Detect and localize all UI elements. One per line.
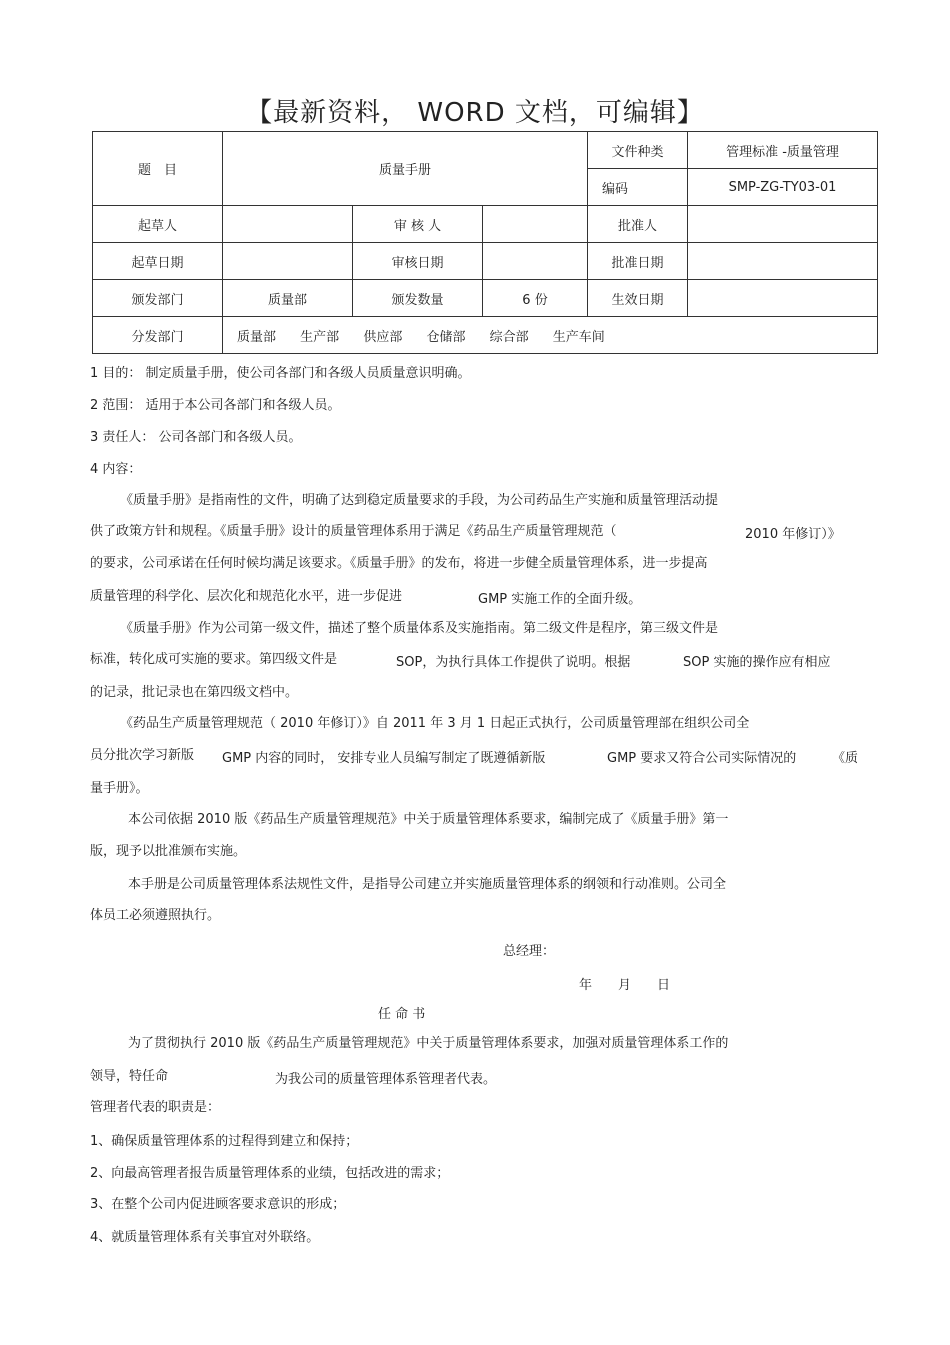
paragraph-fragment: 2010 年修订）》	[745, 527, 841, 542]
paragraph-line: 为了贯彻执行 2010 版《药品生产质量管理规范》中关于质量管理体系要求，加强对质量管理体系工作的	[128, 1036, 729, 1051]
duty-item: 1、确保质量管理体系的过程得到建立和保持；	[90, 1134, 359, 1149]
paragraph-line: 领导，特任命	[90, 1069, 169, 1084]
paragraph-fragment: 为我公司的质量管理体系管理者代表。	[275, 1072, 497, 1087]
paragraph-fragment: SOP，为执行具体工作提供了说明。根据	[396, 655, 631, 670]
paragraph-line: 《质量手册》作为公司第一级文件，描述了整个质量体系及实施指南。第二级文件是程序，第三级文件是	[120, 621, 719, 636]
responsibility-line: 3 责任人： 公司各部门和各级人员。	[90, 430, 302, 445]
paragraph-fragment: GMP 内容的同时， 安排专业人员编写制定了既遵循新版	[222, 751, 546, 766]
paragraph-fragment: GMP 实施工作的全面升级。	[478, 592, 642, 607]
date-placeholder: 年 月 日	[579, 978, 671, 993]
appointment-title: 任 命 书	[378, 1007, 426, 1022]
duty-item: 2、向最高管理者报告质量管理体系的业绩，包括改进的需求；	[90, 1166, 450, 1181]
paragraph-line: 量手册》。	[90, 781, 149, 796]
subject-value: 质量手册	[223, 132, 588, 206]
dist-dept: 生产车间	[552, 329, 605, 345]
paragraph-line: 供了政策方针和规程。《质量手册》设计的质量管理体系用于满足《药品生产质量管理规范（	[90, 524, 617, 539]
reviewer-label: 审 核 人	[353, 206, 483, 243]
dist-depts	[223, 317, 878, 354]
dist-dept: 生产部	[300, 329, 340, 345]
approver-value	[688, 206, 878, 243]
effective-date-value	[688, 280, 878, 317]
paragraph-line: 质量管理的科学化、层次化和规范化水平，进一步促进	[90, 589, 403, 604]
dist-label: 分发部门	[93, 317, 223, 354]
paragraph-line: 《质量手册》是指南性的文件，明确了达到稳定质量要求的手段，为公司药品生产实施和质量管理活动提	[120, 493, 719, 508]
dist-dept: 仓储部	[426, 329, 466, 345]
drafter-label: 起草人	[93, 206, 223, 243]
approver-label: 批准人	[588, 206, 688, 243]
purpose-line: 1 目的： 制定质量手册，使公司各部门和各级人员质量意识明确。	[90, 366, 471, 381]
paragraph-line: 员分批次学习新版	[90, 748, 195, 763]
issue-qty-value: 6 份	[483, 280, 588, 317]
paragraph-line: 体员工必须遵照执行。	[90, 908, 221, 923]
effective-date-label: 生效日期	[588, 280, 688, 317]
general-manager-signature-label: 总经理：	[503, 944, 556, 959]
draft-date-value	[223, 243, 353, 280]
content-heading: 4 内容：	[90, 462, 142, 477]
duty-item: 3、在整个公司内促进顾客要求意识的形成；	[90, 1197, 346, 1212]
doctype-label: 文件种类	[588, 132, 688, 169]
duties-heading: 管理者代表的职责是：	[90, 1100, 221, 1115]
paragraph-line: 版，现予以批准颁布实施。	[90, 844, 247, 859]
paragraph-line: 标准，转化成可实施的要求。第四级文件是	[90, 652, 338, 667]
paragraph-fragment: GMP 要求又符合公司实际情况的	[607, 751, 797, 766]
review-date-label: 审核日期	[353, 243, 483, 280]
dist-dept: 综合部	[489, 329, 529, 345]
review-date-value	[483, 243, 588, 280]
paragraph-line: 的要求，公司承诺在任何时候均满足该要求。《质量手册》的发布，将进一步健全质量管理体系，进一步提高	[90, 556, 708, 571]
paragraph-fragment: 《质	[832, 751, 859, 766]
draft-date-label: 起草日期	[93, 243, 223, 280]
duty-item: 4、就质量管理体系有关事宜对外联络。	[90, 1230, 320, 1245]
drafter-value	[223, 206, 353, 243]
dist-dept: 供应部	[363, 329, 403, 345]
dist-dept: 质量部	[237, 329, 277, 345]
document-info-table	[92, 131, 878, 354]
doctype-value: 管理标准 -质量管理	[688, 132, 878, 169]
approve-date-label: 批准日期	[588, 243, 688, 280]
paragraph-line: 本手册是公司质量管理体系法规性文件，是指导公司建立并实施质量管理体系的纲领和行动准则。公司全	[128, 877, 727, 892]
reviewer-value	[483, 206, 588, 243]
paragraph-line: 《药品生产质量管理规范（ 2010 年修订）》自 2011 年 3 月 1 日起正式执行，公司质量管理部在组织公司全	[120, 716, 750, 731]
approve-date-value	[688, 243, 878, 280]
paragraph-fragment: SOP 实施的操作应有相应	[683, 655, 831, 670]
document-title: 【最新资料， WORD 文档，可编辑】	[246, 98, 704, 128]
issue-dept-value: 质量部	[223, 280, 353, 317]
code-value: SMP-ZG-TY03-01	[688, 169, 878, 206]
subject-label: 题 目	[93, 132, 223, 206]
code-label: 编码	[588, 169, 688, 206]
scope-line: 2 范围： 适用于本公司各部门和各级人员。	[90, 398, 341, 413]
issue-qty-label: 颁发数量	[353, 280, 483, 317]
paragraph-line: 本公司依据 2010 版《药品生产质量管理规范》中关于质量管理体系要求，编制完成了《质量手册》第一	[128, 812, 729, 827]
issue-dept-label: 颁发部门	[93, 280, 223, 317]
paragraph-line: 的记录，批记录也在第四级文档中。	[90, 685, 299, 700]
